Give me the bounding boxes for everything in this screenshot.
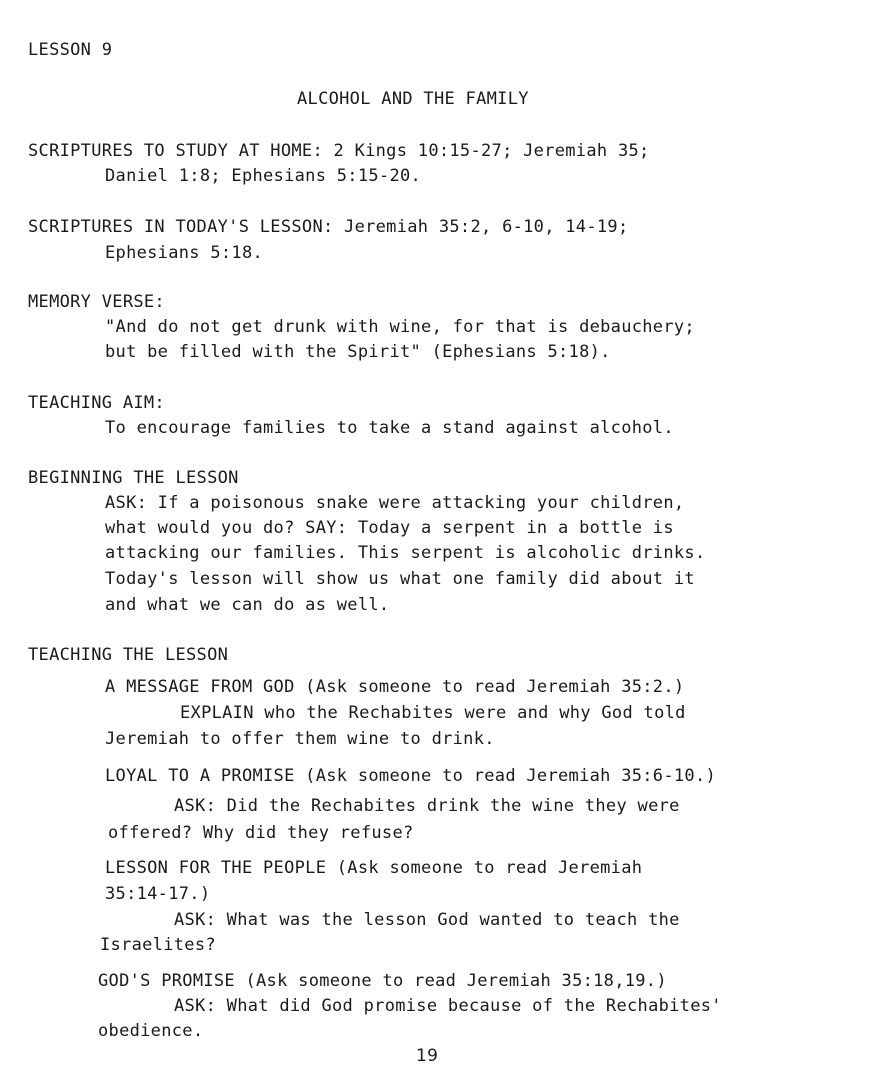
subsection-3-line-4: Israelites? — [100, 935, 216, 955]
beginning-line-5: and what we can do as well. — [105, 595, 390, 615]
subsection-4-line-2: ASK: What did God promise because of the Rechabites' — [174, 996, 722, 1016]
subsection-3-line-2: 35:14-17.) — [105, 884, 211, 904]
beginning-line-1: ASK: If a poisonous snake were attacking your children, — [105, 493, 685, 513]
teaching-aim-text: To encourage families to take a stand against alcohol. — [105, 418, 674, 438]
beginning-line-2: what would you do? SAY: Today a serpent in a bottle is — [105, 518, 674, 538]
subsection-2-line-3: offered? Why did they refuse? — [108, 823, 414, 843]
home-scriptures-line-1: SCRIPTURES TO STUDY AT HOME: 2 Kings 10:15-27; Jeremiah 35; — [28, 141, 650, 161]
home-scriptures-line-2: Daniel 1:8; Ephesians 5:15-20. — [105, 166, 422, 186]
lesson-number: LESSON 9 — [28, 40, 113, 60]
page-number: 19 — [416, 1046, 439, 1066]
subsection-2-line-2: ASK: Did the Rechabites drink the wine they were — [174, 796, 680, 816]
memory-verse-line-2: but be filled with the Spirit" (Ephesians 5:18). — [105, 342, 611, 362]
beginning-heading: BEGINNING THE LESSON — [28, 468, 239, 488]
beginning-line-4: Today's lesson will show us what one family did about it — [105, 569, 695, 589]
teaching-heading: TEACHING THE LESSON — [28, 645, 229, 665]
subsection-1-line-3: Jeremiah to offer them wine to drink. — [105, 729, 495, 749]
lesson-scriptures-line-1: SCRIPTURES IN TODAY'S LESSON: Jeremiah 35:2, 6-10, 14-19; — [28, 217, 629, 237]
subsection-3-line-3: ASK: What was the lesson God wanted to teach the — [174, 910, 680, 930]
memory-verse-heading: MEMORY VERSE: — [28, 292, 165, 312]
subsection-1-line-1: A MESSAGE FROM GOD (Ask someone to read Jeremiah 35:2.) — [105, 677, 685, 697]
memory-verse-line-1: "And do not get drunk with wine, for that is debauchery; — [105, 317, 695, 337]
beginning-line-3: attacking our families. This serpent is alcoholic drinks. — [105, 543, 706, 563]
lesson-scriptures-line-2: Ephesians 5:18. — [105, 243, 264, 263]
subsection-3-line-1: LESSON FOR THE PEOPLE (Ask someone to read Jeremiah — [105, 858, 643, 878]
subsection-2-line-1: LOYAL TO A PROMISE (Ask someone to read Jeremiah 35:6-10.) — [105, 766, 717, 786]
subsection-1-line-2: EXPLAIN who the Rechabites were and why God told — [180, 703, 686, 723]
subsection-4-line-3: obedience. — [98, 1021, 204, 1041]
teaching-aim-heading: TEACHING AIM: — [28, 393, 165, 413]
page-title: ALCOHOL AND THE FAMILY — [297, 89, 529, 109]
subsection-4-line-1: GOD'S PROMISE (Ask someone to read Jeremiah 35:18,19.) — [98, 971, 667, 991]
